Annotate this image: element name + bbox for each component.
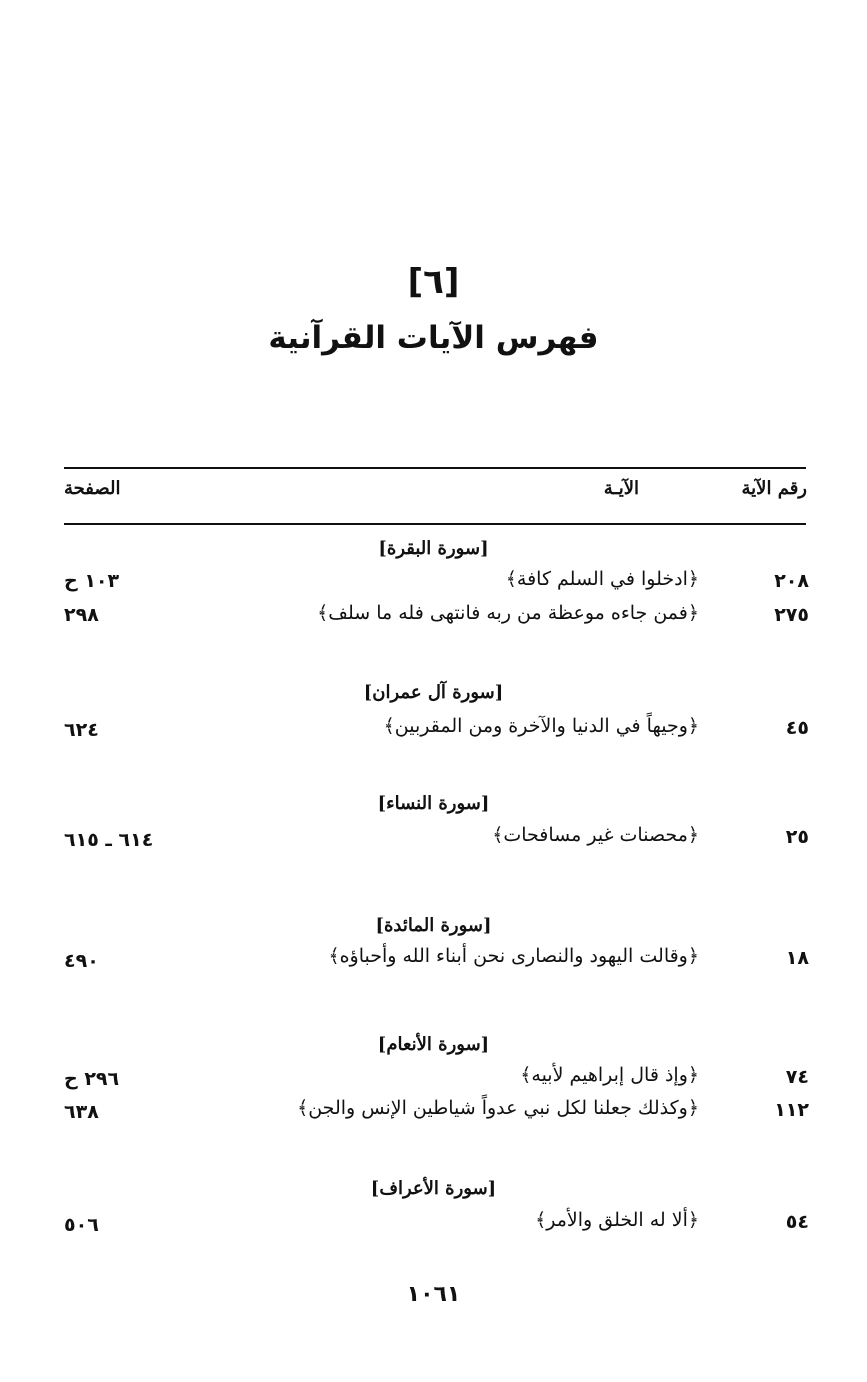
page-reference: ٢٩٨ <box>64 604 99 626</box>
surah-heading: [سورة آل عمران] <box>363 682 504 703</box>
page-reference: ٦٢٤ <box>64 719 99 741</box>
column-header-verse: الآيـة <box>603 478 639 499</box>
page-reference: ١٠٣ ح <box>64 570 120 592</box>
page-reference: ٦٣٨ <box>64 1101 99 1123</box>
verse-number: ١٨ <box>785 947 809 969</box>
page-reference: ٦١٤ ـ ٦١٥ <box>64 829 154 851</box>
page-reference: ٥٠٦ <box>64 1214 99 1236</box>
column-header-verse-number: رقم الآية <box>741 478 807 499</box>
verse-number: ٢٧٥ <box>774 604 809 626</box>
table-header-rule <box>64 523 806 525</box>
column-header-page: الصفحة <box>64 478 121 499</box>
surah-heading: [سورة النساء] <box>377 793 490 814</box>
verse-number: ٢٠٨ <box>774 570 809 592</box>
verse-text: ﴿وجيهاً في الدنيا والآخرة ومن المقربين﴾ <box>383 715 699 737</box>
verse-text: ﴿وقالت اليهود والنصارى نحن أبناء الله وأحباؤه﴾ <box>328 945 699 967</box>
surah-heading: [سورة الأعراف] <box>370 1178 497 1199</box>
verse-number: ٢٥ <box>785 826 809 848</box>
verse-text: ﴿فمن جاءه موعظة من ربه فانتهى فله ما سلف﴾ <box>317 602 699 624</box>
verse-text: ﴿وإذ قال إبراهيم لأبيه﴾ <box>520 1064 699 1086</box>
surah-heading: [سورة البقرة] <box>378 538 489 559</box>
verse-text: ﴿وكذلك جعلنا لكل نبي عدواً شياطين الإنس والجن﴾ <box>297 1097 699 1119</box>
page-reference: ٢٩٦ ح <box>64 1068 120 1090</box>
page-reference: ٤٩٠ <box>64 950 99 972</box>
verse-number: ٤٥ <box>785 717 809 739</box>
chapter-number: [٦] <box>407 262 460 302</box>
verse-number: ١١٢ <box>774 1099 809 1121</box>
verse-number: ٥٤ <box>785 1211 809 1233</box>
page-number: ١٠٦١ <box>406 1282 461 1307</box>
verse-text: ﴿ادخلوا في السلم كافة﴾ <box>505 568 699 590</box>
surah-heading: [سورة الأنعام] <box>377 1034 490 1055</box>
surah-heading: [سورة المائدة] <box>375 915 492 936</box>
verse-text: ﴿ألا له الخلق والأمر﴾ <box>535 1209 699 1231</box>
verse-number: ٧٤ <box>785 1066 809 1088</box>
verse-text: ﴿محصنات غير مسافحات﴾ <box>492 824 699 846</box>
page-title: فهرس الآيات القرآنية <box>268 320 599 356</box>
table-top-rule <box>64 467 806 469</box>
